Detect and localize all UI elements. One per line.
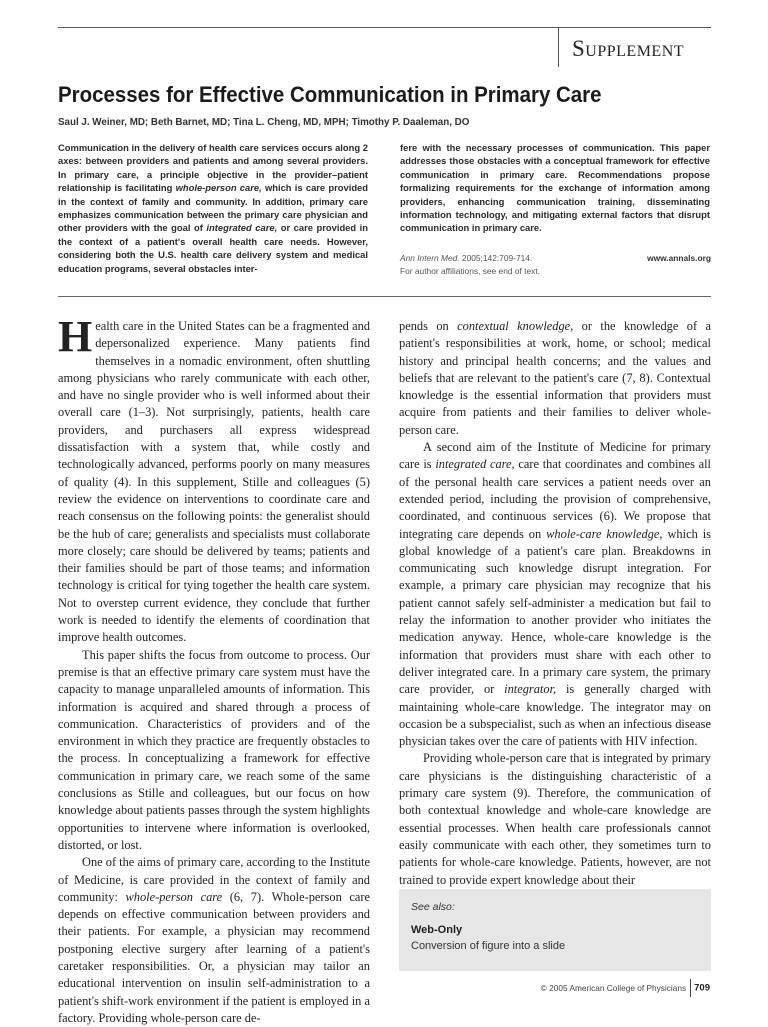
- see-also-box: [399, 889, 711, 971]
- body-right-column: [399, 318, 711, 889]
- see-also-heading: See also:: [411, 901, 455, 913]
- author-list: Saul J. Weiner, MD; Beth Barnet, MD; Tina L. Cheng, MD, MPH; Timothy P. Daaleman, DO: [58, 117, 470, 128]
- paragraph-emphasis: integrated care,: [435, 457, 515, 472]
- paragraph-emphasis: whole-care knowledge,: [546, 526, 663, 541]
- page-number: 709: [694, 982, 710, 994]
- paragraph-text: or the knowledge of a patient's responsibilities at work, home, or school; medical history and principal health concerns; and the values and beliefs that are relevant to the patient's care (7, 8). Contextual knowledge is the essential information that providers must acquire from patients and their families to deliver whole-person care.: [399, 319, 712, 437]
- abstract-left-column: [58, 141, 368, 275]
- article-title: Processes for Effective Communication in Primary Care: [58, 82, 602, 107]
- abstract-right-column: fere with the necessary processes of communication. This paper addresses those obstacles with a conceptual framework for effective communication in primary care. Recommendations propose formalizing requirements for the exchange of information among providers, enhancing communication training, disseminating information technology, and mitigating external factors that disrupt communication in primary care.: [400, 142, 710, 234]
- section-divider: [558, 27, 559, 67]
- body-paragraph: [399, 318, 711, 439]
- journal-name: Ann Intern Med.: [400, 253, 460, 263]
- paragraph-text: ealth care in the United States can be a fragmented and depersonalized experience. Many patients find themselves in a nomadic environment, often shuttling among physicians who rarely communicate with each other, and have no single provider who is well informed about their overall care (1–3). Not surprisingly, patients, health care providers, and purchasers all express widespread dissatisfaction with a system that, while costly and technologically advanced, performs poorly on many measures of quality (4). In this supplement, Stille and colleagues (5) review the evidence on interventions to coordinate care and reach consensus on the following points: the generalist should be the hub of care; generalists and specialists must collaborate more closely; care should be delivered by teams; patients and their families should be part of those teams; and information technology is critical for tying together the health care system. Not to overstep current evidence, they conclude that further work is needed to identify the elements of coordination that improve health outcomes.: [58, 319, 370, 645]
- citation-block: [400, 252, 711, 278]
- paragraph-text: pends on: [399, 319, 458, 333]
- page-footer: [480, 979, 710, 997]
- paragraph-text: is generally charged with maintaining whole-care knowledge. The integrator may on occasion be a subspecialist, such as when an infectious disease physician takes over the care of patients with HIV infection.: [399, 682, 711, 749]
- abstract-text: or care provided in the context of a patient's overall health care needs. However, considering both the U.S. health care delivery system and medical education programs, several obstacles inter-: [58, 222, 369, 274]
- abstract-text: Communication in the delivery of health care services occurs along 2 axes: between providers and patients and among several providers. In primary care, a principle objective in the provider–patient relationship is facilitating: [58, 142, 368, 194]
- copyright-notice: © 2005 American College of Physicians: [540, 983, 687, 993]
- body-paragraph: [399, 439, 711, 750]
- paragraph-text: (6, 7). Whole-person care depends on effective communication between providers and their patients. For example, a physician may recommend postponing elective surgery after learning of a patient's caretaker responsibilities. Or, a physician may tailor an educational intervention on insulin self-administration to a patient's shift-work environment if the patient is employed in a factory. Providing whole-person care de-: [58, 889, 370, 1025]
- section-label: Supplement: [572, 36, 685, 61]
- body-left-column: [58, 312, 370, 1027]
- body-paragraph: This paper shifts the focus from outcome to process. Our premise is that an effective primary care system must have the capacity to manage unparalleled amounts of information. This information is acquired and shared through a process of communication. Characteristics of providers and of the environment in which they practice are frequently obstacles to the process. In conceptualizing a framework for effective communication in primary care, we reach some of the same conclusions as Stille and colleagues, but our focus on how knowledge about patients passes through the system highlights opportunities to intervene where information is overlooked, distorted, or lost.: [58, 647, 370, 852]
- paragraph-emphasis: integrator,: [504, 682, 557, 697]
- abstract-emphasis: integrated care,: [206, 222, 278, 234]
- paragraph-emphasis: contextual knowledge,: [457, 319, 574, 333]
- paragraph-text: which is global knowledge of a patient's care plan. Breakdowns in communicating such knowledge disrupt integration. For example, a primary care physician may recognize that his patient cannot safely self-administer a medication but fail to relay the information to another provider who initiates the medication anyway. Hence, whole-care knowledge is the information that providers must share with each other to deliver integrated care. In a primary care system, the primary care provider, or: [399, 526, 711, 697]
- website-link[interactable]: www.annals.org: [647, 253, 711, 263]
- paragraph-text: care that coordinates and combines all of the personal health care services a patient needs over an extended period, including the provision of comprehensive, coordinated, and continuous services (6). We propose that integrating care depends on: [399, 457, 712, 541]
- abstract-text: which is care provided in the context of family and community. In addition, primary care emphasizes communication between the primary care physician and other providers with the goal of: [58, 182, 368, 234]
- body-paragraph: Providing whole-person care that is integrated by primary care physicians is the distinguishing characteristic of a primary care system (9). Therefore, the communication of both contextual knowledge and whole-care knowledge are essential processes. When health care professionals cannot easily communicate with each other, they sometimes turn to patients for whole-care knowledge. Patients, however, are not trained to provide expert knowledge about their: [399, 751, 711, 887]
- paragraph-text: A second aim of the Institute of Medicine for primary care is: [399, 440, 711, 472]
- see-also-title: Web-Only: [411, 924, 463, 936]
- paragraph-text: One of the aims of primary care, according to the Institute of Medicine, is care provided in the context of family and community:: [58, 855, 370, 904]
- affiliations-note: For author affiliations, see end of text.: [400, 266, 540, 276]
- body-paragraph: [58, 854, 370, 1027]
- abstract-emphasis: whole-person care,: [175, 182, 262, 194]
- abstract-divider: [58, 296, 711, 297]
- top-rule: [58, 27, 711, 28]
- citation-ref: 2005;142:709-714.: [459, 253, 533, 263]
- footer-divider: [690, 979, 691, 997]
- see-also-link[interactable]: Conversion of figure into a slide: [411, 940, 566, 952]
- paragraph-emphasis: whole-person care: [125, 889, 223, 904]
- body-paragraph: [58, 312, 370, 647]
- drop-cap: H: [58, 312, 93, 361]
